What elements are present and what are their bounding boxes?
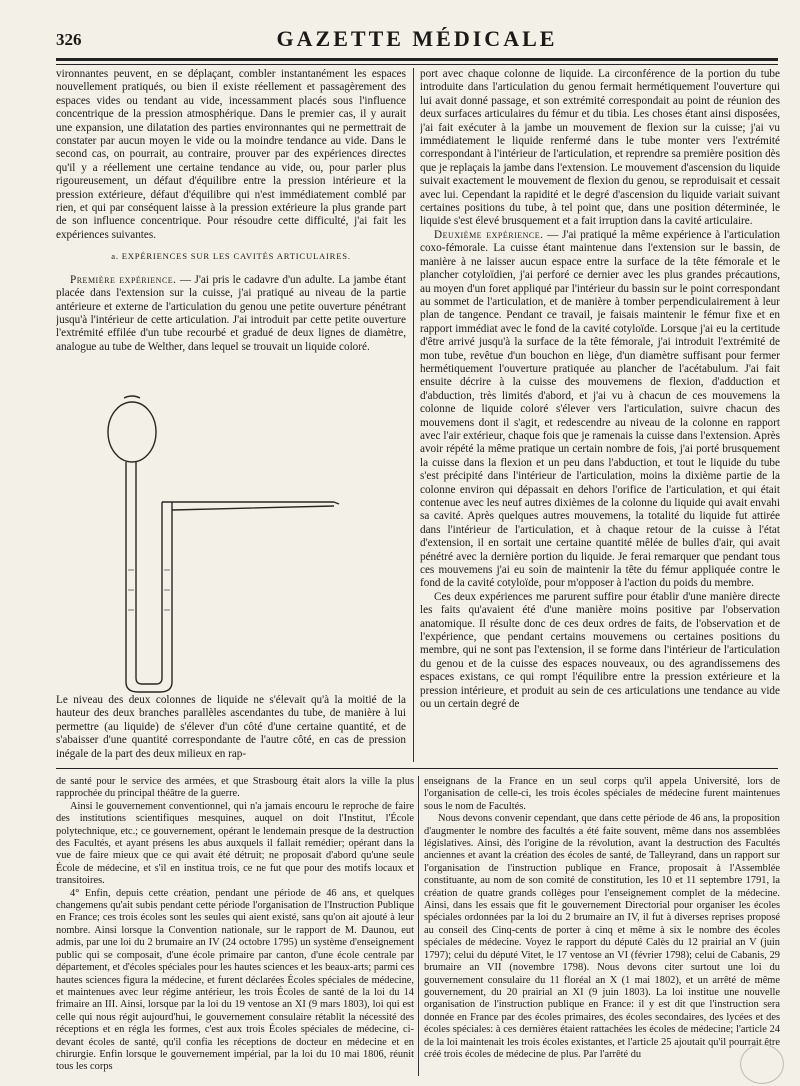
journal-title: GAZETTE MÉDICALE [276,26,558,51]
section-subheading: a. EXPÉRIENCES SUR LES CAVITÉS ARTICULAIRES. [111,251,351,262]
experiment-1-title: Première expérience. [70,273,177,286]
tube-bulb [108,402,156,462]
lower-left-column [56,776,414,1080]
liquid-level-paragraph: Le niveau des deux colonnes de liquide ne s'élevait qu'à la moitié de la hauteur des deux branches parallèles ascendantes du tube, de manière à lui permettre (au liquide) de s'élever d'un côté d'une certaine quantité, et de s'abaisser d'une quantité correspondante de l'autre côté, en cas de pression inégale de la part des deux milieux en rap- [56,694,406,760]
welther-tube-illustration [84,390,354,700]
paragraph: vironnantes peuvent, en se déplaçant, combler instantanément les espaces nouvellement pratiqués, ou bien il existe réellement et passagèrement des espaces vides ou tendant au vide, incessamment placés sous l'influence concentrique de la pression atmosphérique. Dans le premier cas, il y aurait une expansion, une dilatation des parties environnantes qui ne permettrait de constater par aucun moyen le vide ou la moindre tendance au vide. Dans le second cas, on pourrait, au contraire, prouver par des expériences directes qu'il y a réellement une certaine tendance au vide, ou, pour parler plus rigoureusement, un défaut d'équilibre entre la pression intérieure et la pression extérieure, défaut d'équilibre qui n'est immédiatement comblé par rien, et qui par conséquent laisse à la pression extérieure la plus grande part de son influence concentrique. Pour résoudre cette difficulté, j'ai fait les expériences suivantes. [56,68,406,241]
header-rule-thick [56,58,778,61]
paragraph: Ainsi le gouvernement conventionnel, qui n'a jamais encouru le reproche de faire des institutions scientifiques mesquines, auquel on doit l'Institut, l'École polytechnique, etc.; ce gouvernement, opérant le lendemain presque de la destruction des Facultés, et ayant présens les abus auxquels il fallait remédier; opérant dans la vue de faire mieux que ce qui avait été détruit; ne proposait d'abord qu'une seule École de médecine, et s'il en institua trois, ce ne fut que pour des motifs locaux et transitoires. [56,800,414,887]
paragraph: Nous devons convenir cependant, que dans cette période de 46 ans, la proposition d'augmenter le nombre des facultés a été faite souvent, même dans nos assemblées législatives. Ainsi, dès l'origine de la révolution, avant la destruction des Facultés anciennes et avant la création des écoles de santé, de Talleyrand, dans un rapport sur l'organisation de l'instruction publique en France, proposait à l'Assemblée constituante, au nom de son comité de constitution, les 10 et 11 septembre 1791, la création de quatre grands collèges pour l'enseignement complet de la médecine. Ainsi, dans les essais que fit le gouvernement Directorial pour organiser les écoles spéciales ordonnées par la loi du 2 brumaire an IV, il fut à diverses reprises proposé au conseil des Cinq-cents de porter à cinq et même à six le nombre des écoles spéciales de médecine. Voyez le rapport du député Calès du 12 prairial an V (juin 1797); celui du député Vitet, le 17 ventose an VI (février 1798); celui de Cabanis, 29 brumaire an VII (novembre 1798). Nous devons citer surtout une loi du gouvernement consulaire du 11 floréal an X (1 mai 1802), et un arrêté de même gouvernement, du 20 prairial an XI (9 juin 1803). La loi institue une nouvelle organisation de l'instruction publique en France: il y est dit que l'instruction sera donnée en France par des écoles primaires, des écoles secondaires, des lycées et des écoles spéciales: à ces dernières étaient rattachées les écoles de médecine; l'article 24 de la loi maintenait les trois écoles existantes, et l'article 25 ajoutait qu'il pourrait être créé trois écoles de médecine de plus. Par l'arrêté du [424,813,780,1060]
lower-column-divider [418,776,419,1076]
column-divider [413,68,414,762]
paragraph: enseignans de la France en un seul corps qu'il appela Université, lors de l'organisation de celle-ci, les trois écoles spéciales de médecine furent maintenues sous le nom de Facultés. [424,776,780,812]
tube-right-arm-tip [334,502,339,504]
tube-neck [124,396,140,398]
tube-left-branch-outer [126,462,172,692]
library-stamp [740,1044,784,1084]
header-rule-thin [56,64,778,65]
experiment-2-text: — J'ai pratiqué la même expérience à l'articulation coxo-fémorale. La cuisse étant maintenue dans l'extension sur le bassin, de manière à ne laisser aucun espace entre la surface de la tête fémorale et le plancher cotyloïdien, j'ai perforé ce dernier avec les plus grandes précautions, au moyen d'un foret appliqué par l'intérieur du bassin sur le point correspondant au sommet de l'articulation, et de manière à tomber perpendiculairement à leur plan de tangence. Pendant ce travail, je faisais maintenir le fémur fixe et en rapport immédiat avec le fond de la cavité cotyloïde. Lorsque j'ai eu la certitude d'être arrivé jusqu'à la surface de la tête fémorale, j'ai introduit l'extrémité de mon tube, revêtue d'un bouchon en liège, d'un diamètre suffisant pour fermer hermétiquement l'ouverture pratiquée au plancher de l'acétabulum. J'ai fait ensuite décrire à la cuisse des mouvemens de flexion, d'adduction et d'abduction, très limités d'abord, et j'ai vu à chacun de ces mouvemens la colonne de liquide coloré s'élever vers l'articulation, suivre chacun des mouvemens dont il s'agit, et redescendre au niveau de la colonne en rapport avec l'air extérieur, chaque fois que je ramenais la cuisse dans l'extension. Après avoir répété la même pratique un certain nombre de fois, j'ai porté brusquement la cuisse dans la flexion et un peu dans l'abduction, et tout le liquide du tube s'est précipité dans l'intérieur de l'articulation, moins la dixième partie de la colonne environ qui dépassait en dehors l'orifice de l'articulation, et qui était contenue avec les neuf autres dixièmes de la colonne du liquide qui avait envahi sa cavité. Après quelques autres mouvemens, la totalité du liquide fut attirée dans l'intérieur de l'articulation, et à chaque retour de la cuisse à l'état d'extension, il en sortait une certaine quantité mêlée de bulles d'air, qui avait pénétré avec la dernière portion du liquide. Je ferai remarquer que pendant tous ces mouvemens j'ai eu soin de maintenir la tête du fémur appliquée contre le fond de la cavité cotyloïde, pour m'opposer à l'action du poids du membre. [420,228,780,590]
experiment-1-paragraph [56,274,406,354]
page-header [56,22,778,62]
paragraph: de santé pour le service des armées, et que Strasbourg était alors la ville la plus rapprochée du principal théâtre de la guerre. [56,776,414,800]
paragraph: port avec chaque colonne de liquide. La circonférence de la portion du tube introduite dans l'articulation du genou fermait hermétiquement l'ouverture qui lui avait donné passage, et son extrémité correspondait au point de réunion des deux surfaces articulaires du fémur et du tibia. Les choses étant ainsi disposées, j'ai fait exécuter à la jambe un mouvement de flexion sur la cuisse; j'ai vu immédiatement le liquide renfermé dans le tube monter vers l'extrémité correspondant à l'intérieur de l'articulation, et reprendre sa première position dès que je replaçais la jambe dans l'extension. Le mouvement d'ascension du liquide suivait exactement le mouvement de flexion du genou, se reproduisait et cessait avec lui. Cependant la rapidité et le degré d'ascension du liquide variait suivant certaines positions du tube, à tel point que, dans une position déterminée, le liquide s'est élevé brusquement et a fait irruption dans la cavité articulaire. [420,68,780,228]
paragraph: 4° Enfin, depuis cette création, pendant une période de 46 ans, et quelques changemens qu'ait subis pendant cette période l'organisation de l'Instruction Publique en France; ces trois écoles sont les seules qui aient existé, sans qu'on ait ajouté à leur nombre. Ainsi lorsque la Convention nationale, sur le rapport de M. Daunou, eut admis, par une loi du 2 brumaire an IV (24 octobre 1795) un système d'enseignement public qui se composait, d'une école primaire par canton, d'une école centrale par département, et d'écoles spéciales pour les hautes sciences et les beaux-arts; parmi ces hautes sciences figura la médecine, et furent déclarées Écoles spéciales de médecine, et maintenues avec leur régime antérieur, les trois Écoles de santé de la loi du 14 frimaire an III. Ainsi, lorsque par la loi du 19 ventose an XI (9 mars 1803), loi qui est celle qui nous régit aujourd'hui, le gouvernement consulaire rétablit la nécessité des réceptions et en régla les formes, c'est aux trois Écoles spéciales de médecine, ci-devant écoles de santé, qu'il confia les réceptions de docteur en médecine et en chirurgie. Enfin lorsque le gouvernement impérial, par la loi du 10 mai 1806, réunit tous les corps [56,887,414,1073]
tube-left-branch-inner [136,462,162,684]
page-number: 326 [56,30,82,49]
experiment-2-title: Deuxième expérience. [434,228,544,241]
lower-right-column [424,776,780,1080]
paragraph: Ces deux expériences me parurent suffire pour établir d'une manière directe les faits qu'avaient été d'une manière moins positive par l'observation anatomique. Il résulte donc de ces deux ordres de faits, de l'observation et de l'expérience, que pendant certains mouvemens ou certaines positions du membre, qui ne sont pas l'extension, il se forme dans l'intérieur de l'articulation du genou et de la cuisse des espaces nouveaux, ou des agrandissemens des espaces existans, ce qui rompt l'équilibre entre la pression extérieure et la pression intérieure, et produit au sein de ces articulations une tendance au vide ou un certain degré de [420,590,780,711]
experiment-1-text: — J'ai pris le cadavre d'un adulte. La jambe étant placée dans l'extension sur la cuisse, j'ai pratiqué au niveau de la partie antérieure et externe de l'articulation du genou une petite ouverture pénétrant jusqu'à l'intérieur de cette articulation. J'ai introduit par cette petite ouverture l'extrémité effilée d'un tube recourbé et gradué de deux lignes de diamètre, analogue au tube de Welther, dans lequel se trouvait un liquide coloré. [56,273,406,353]
experiment-2-paragraph [420,229,780,591]
feuilleton-rule [56,768,778,769]
upper-right-column [420,68,780,762]
tube-right-arm [162,502,334,510]
